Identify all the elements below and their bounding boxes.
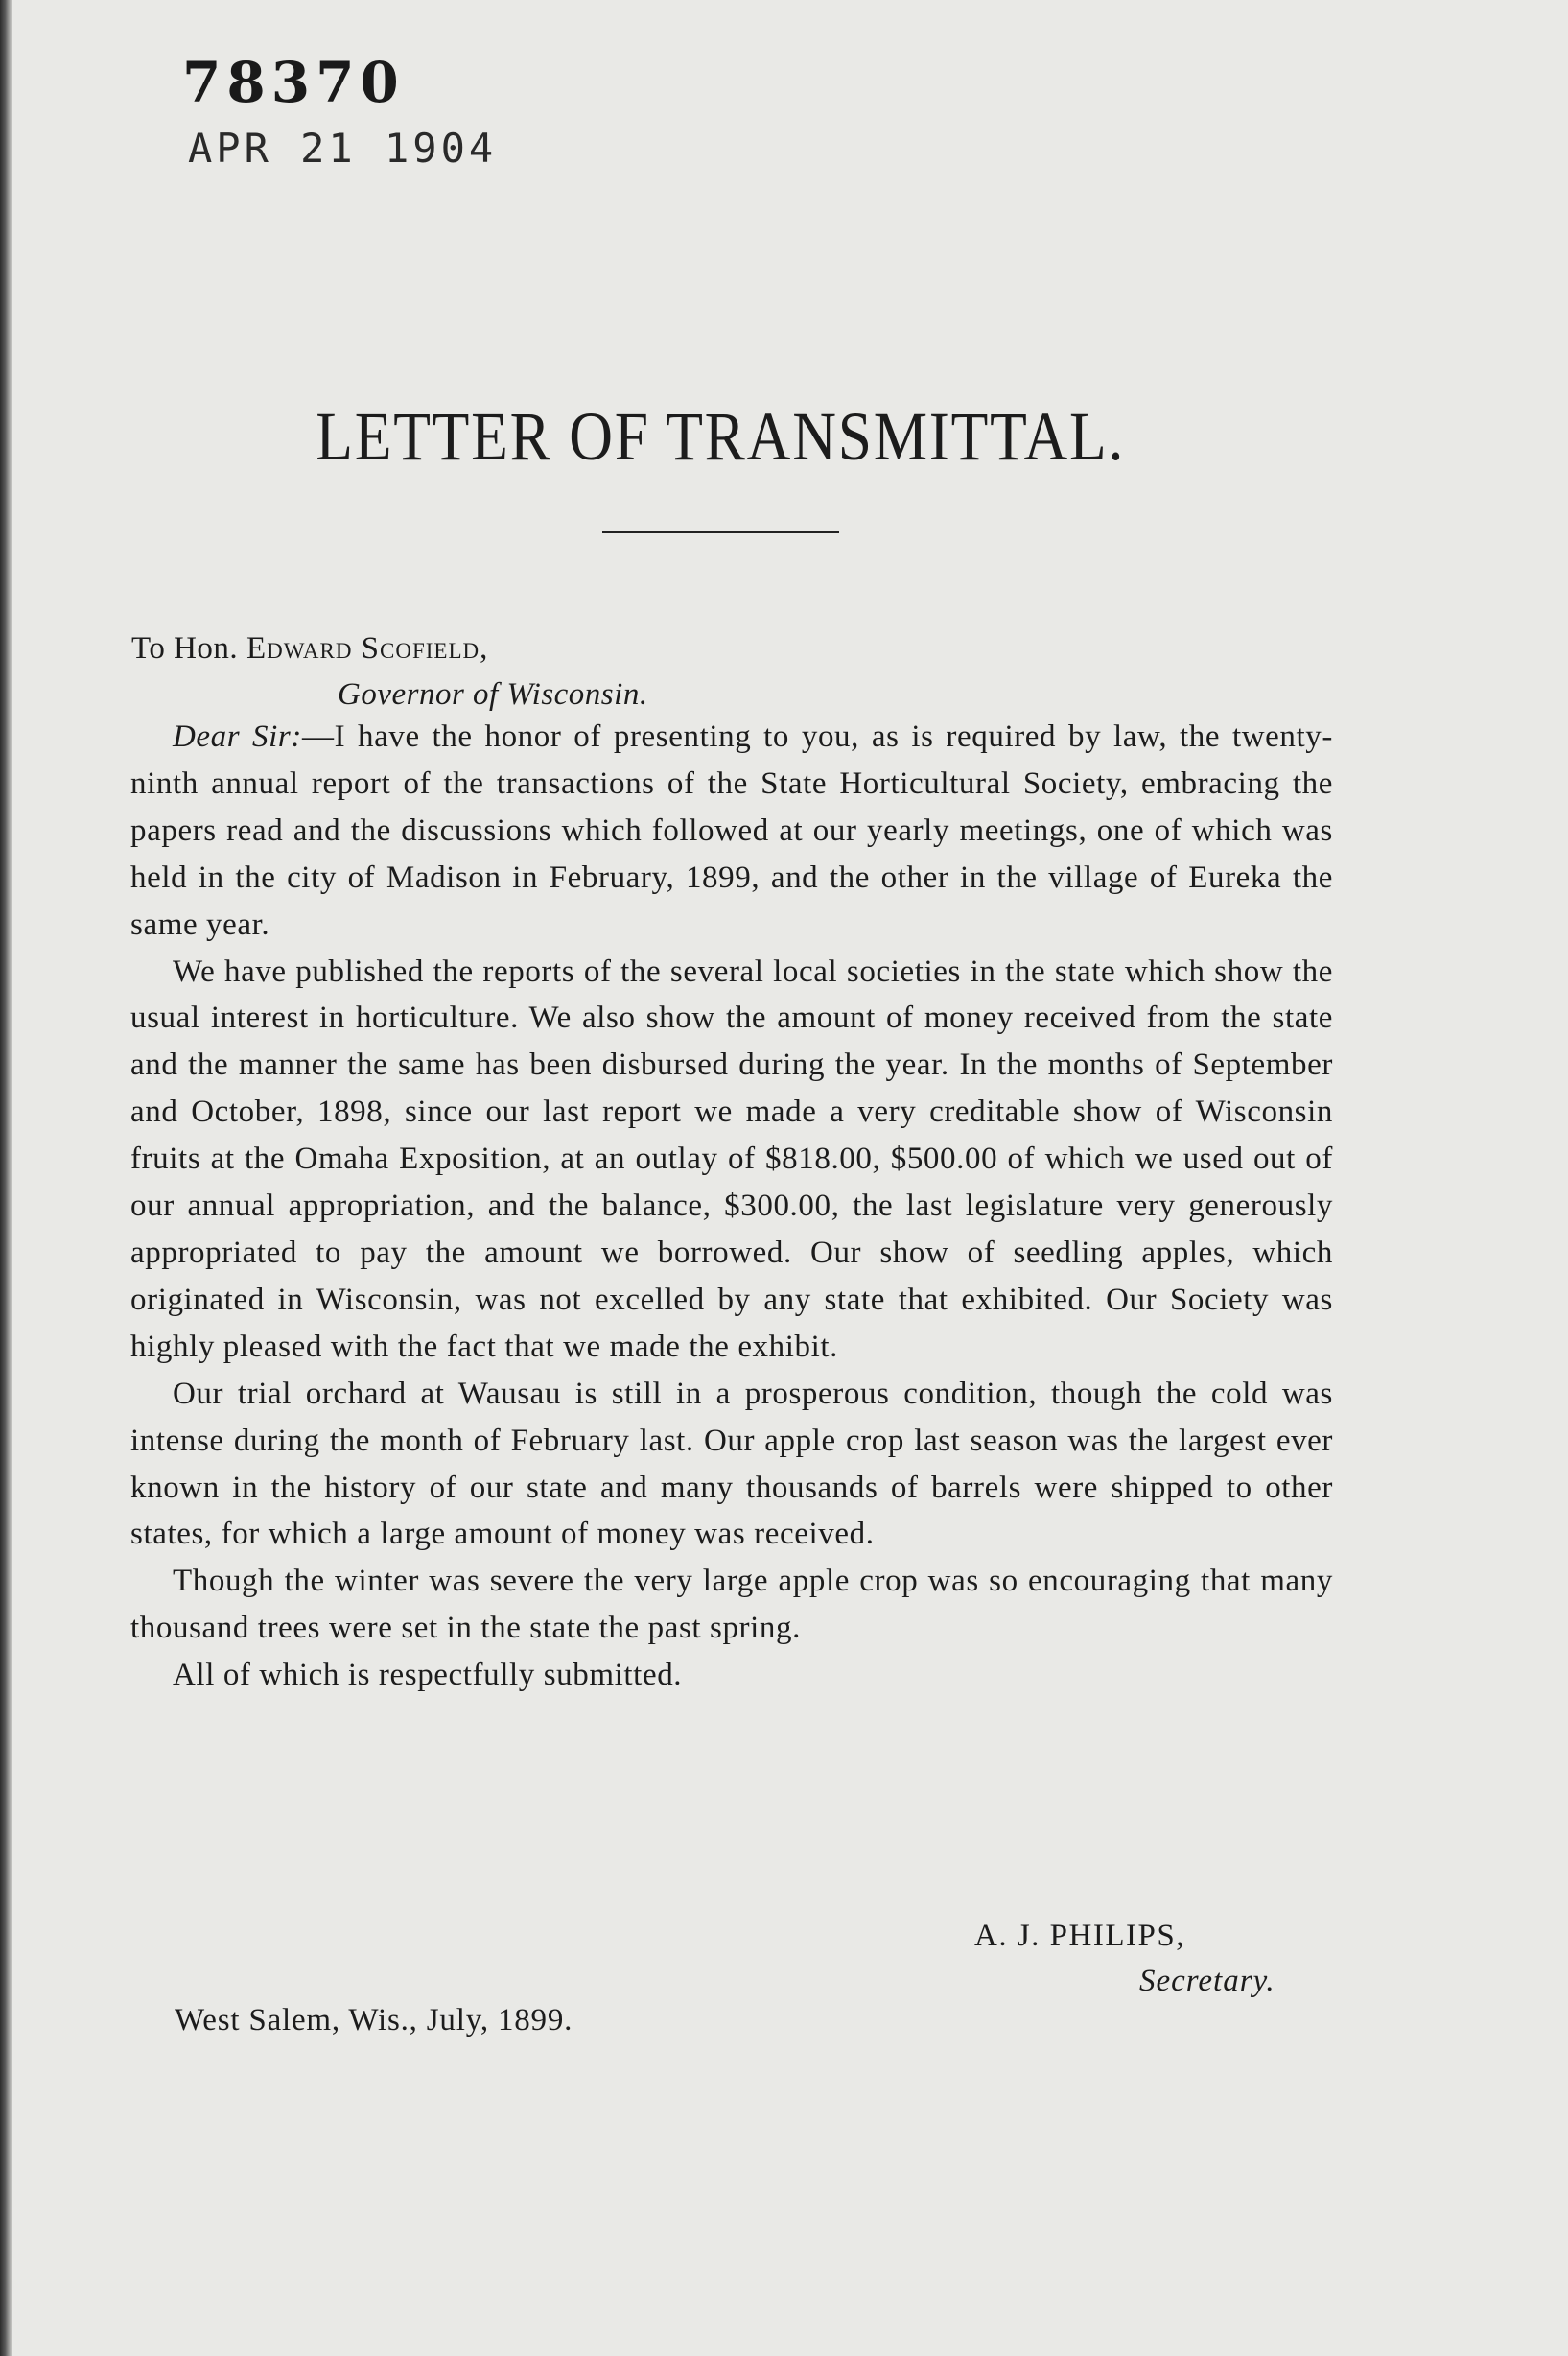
letter-body (130, 714, 1333, 1699)
signature-name: A. J. PHILIPS, (974, 1919, 1185, 1953)
greeting: Dear Sir: (173, 719, 302, 754)
date-stamp: APR 21 1904 (188, 125, 498, 172)
paragraph-2: We have published the reports of the several local societies in the state which show the usual interest in horticulture. We also show the amount of money received from the state and the manner the same has been disbursed during the year. In the months of September and October, 1898, since our last report we made a very creditable show of Wisconsin fruits at the Omaha Exposition, at an outlay of $818.00, $500.00 of which we used out of our annual appropriation, and the balance, $300.00, the last legislature very generously appropriated to pay the amount we borrowed. Our show of seedling apples, which originated in Wisconsin, was not excelled by any state that exhibited. Our Society was highly pleased with the fact that we made the exhibit. (130, 954, 1333, 1364)
paragraph-4: Though the winter was severe the very large apple crop was so encouraging that many thousand trees were set in the state the past spring. (130, 1564, 1333, 1646)
paragraph-1-text: —I have the honor of presenting to you, as is required by law, the twenty-ninth annual report of the transactions of the State Horticultural Society, embracing the papers read and the discussions which followed at our yearly meetings, one of which was held in the city of Madison in February, 1899, and the other in the village of Eureka the same year. (130, 719, 1333, 942)
paragraph-3: Our trial orchard at Wausau is still in a prosperous condition, though the cold was intense during the month of February last. Our apple crop last season was the largest ever known in the history of our state and many thousands of barrels were shipped to other states, for which a large amount of money was received. (130, 1376, 1333, 1552)
title-rule (602, 531, 839, 533)
accession-number-stamp: 78370 (182, 50, 405, 115)
salutation-prefix: To Hon. (131, 631, 246, 666)
paragraph-1 (130, 714, 1333, 949)
closing-line: All of which is respectfully submitted. (173, 1658, 683, 1693)
signature-title: Secretary. (1139, 1964, 1275, 1998)
salutation-line (131, 631, 488, 667)
page-title: LETTER OF TRANSMITTAL. (316, 398, 1126, 475)
addressee-name: Edward Scofield, (246, 631, 489, 666)
addressee-office: Governor of Wisconsin. (338, 677, 648, 712)
page-edge (0, 0, 12, 2356)
dateline: West Salem, Wis., July, 1899. (175, 2003, 573, 2038)
